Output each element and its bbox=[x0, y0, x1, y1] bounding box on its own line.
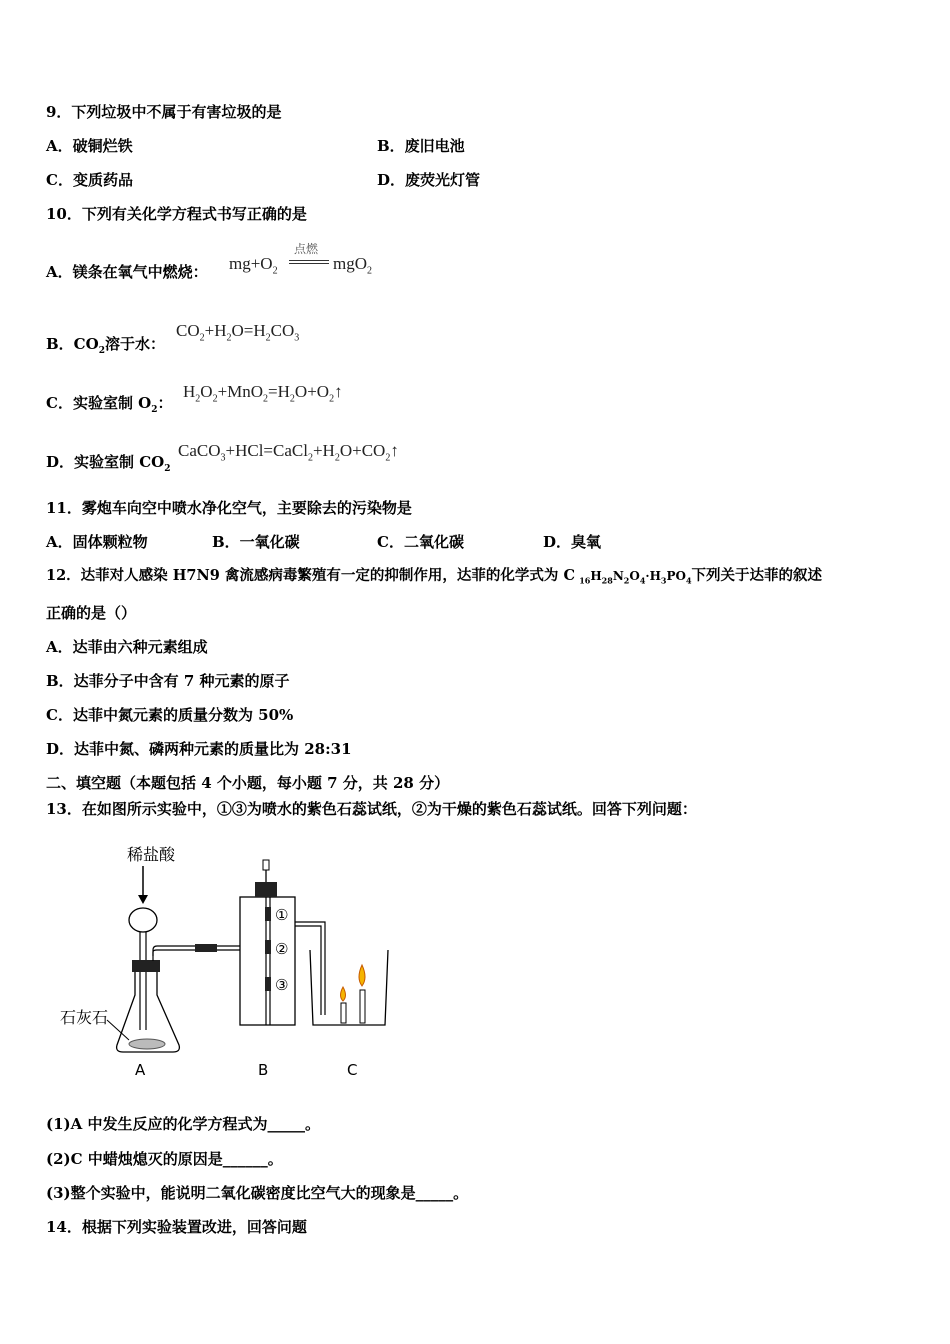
q10-option-c: C．实验室制 $O_2$： bbox=[46, 394, 173, 415]
fig-limestone-label: 石灰石 bbox=[60, 1008, 109, 1027]
experiment-figure bbox=[55, 840, 395, 1085]
fig-num-2: ② bbox=[275, 940, 289, 958]
equals-line bbox=[289, 260, 329, 264]
q10-stem: 10．下列有关化学方程式书写正确的是 bbox=[46, 205, 307, 223]
fig-num-3: ③ bbox=[275, 976, 289, 994]
fig-label-b: B bbox=[258, 1061, 269, 1079]
q10-option-b: B．$CO_2$溶于水： bbox=[46, 335, 165, 356]
q11-option-b: B．一氧化碳 bbox=[212, 533, 300, 551]
q12-option-d: D．达菲中氮、磷两种元素的质量比为 28:31 bbox=[46, 740, 352, 758]
q11-option-d: D．臭氧 bbox=[543, 533, 602, 551]
q13-part1: (1)A 中发生反应的化学方程式为_____。 bbox=[46, 1115, 320, 1133]
q10-option-a-label: A．镁条在氧气中燃烧： bbox=[46, 263, 208, 281]
q10-option-d: D．实验室制 $CO_2$ bbox=[46, 453, 171, 474]
fig-num-1: ① bbox=[275, 906, 289, 924]
q10-option-d-equation: $CaCO_3+HCl=CaCl_2+H_2O+CO_2↑$ bbox=[178, 441, 399, 464]
q14-stem: 14．根据下列实验装置改进，回答问题 bbox=[46, 1218, 307, 1236]
section2-heading: 二、填空题（本题包括 4 个小题，每小题 7 分，共 28 分） bbox=[46, 774, 450, 792]
q12-option-a: A．达菲由六种元素组成 bbox=[46, 638, 208, 656]
q9-option-a: A．破铜烂铁 bbox=[46, 137, 133, 155]
q13-stem: 13．在如图所示实验中，①③为喷水的紫色石蕊试纸，②为干燥的紫色石蕊试纸。回答下列问题： bbox=[46, 800, 697, 818]
q10-condition: 点燃 bbox=[294, 242, 319, 256]
q10-option-b-equation: $CO_2+H_2O=H_2CO_3$ bbox=[176, 321, 300, 344]
q11-option-a: A．固体颗粒物 bbox=[46, 533, 148, 551]
q9-option-c: C．变质药品 bbox=[46, 171, 133, 189]
fig-label-a: A bbox=[135, 1061, 146, 1079]
q9-option-d: D．废荧光灯管 bbox=[377, 171, 481, 189]
q13-part2: (2)C 中蜡烛熄灭的原因是______。 bbox=[46, 1150, 283, 1168]
q11-stem: 11．雾炮车向空中喷水净化空气，主要除去的污染物是 bbox=[46, 499, 412, 517]
q9-stem: 9．下列垃圾中不属于有害垃圾的是 bbox=[46, 103, 282, 121]
q12-option-b: B．达菲分子中含有 7 种元素的原子 bbox=[46, 672, 290, 690]
q10-option-a-equation: $mg+O_2$ 点燃 mgO$_2$ bbox=[229, 242, 372, 277]
fig-label-c: C bbox=[347, 1061, 358, 1079]
fig-acid-label: 稀盐酸 bbox=[127, 845, 176, 864]
q13-part3: (3)整个实验中，能说明二氧化碳密度比空气大的现象是_____。 bbox=[46, 1184, 469, 1202]
q11-option-c: C．二氧化碳 bbox=[377, 533, 464, 551]
q12-option-c: C．达菲中氮元素的质量分数为 50% bbox=[46, 706, 294, 724]
q10-option-a bbox=[46, 262, 208, 282]
q10-option-c-equation: $H_2O_2+MnO_2=H_2O+O_2↑$ bbox=[183, 382, 343, 405]
q9-option-b: B．废旧电池 bbox=[377, 137, 465, 155]
q12-stem-line2: 正确的是（） bbox=[46, 604, 137, 622]
q12-stem-line1: 12．达菲对人感染 H7N9 禽流感病毒繁殖有一定的抑制作用，达菲的化学式为 C $_{16}H_{28}N_2O_4\cdot H_3PO_4$下列关于达菲的叙述 bbox=[46, 567, 823, 586]
